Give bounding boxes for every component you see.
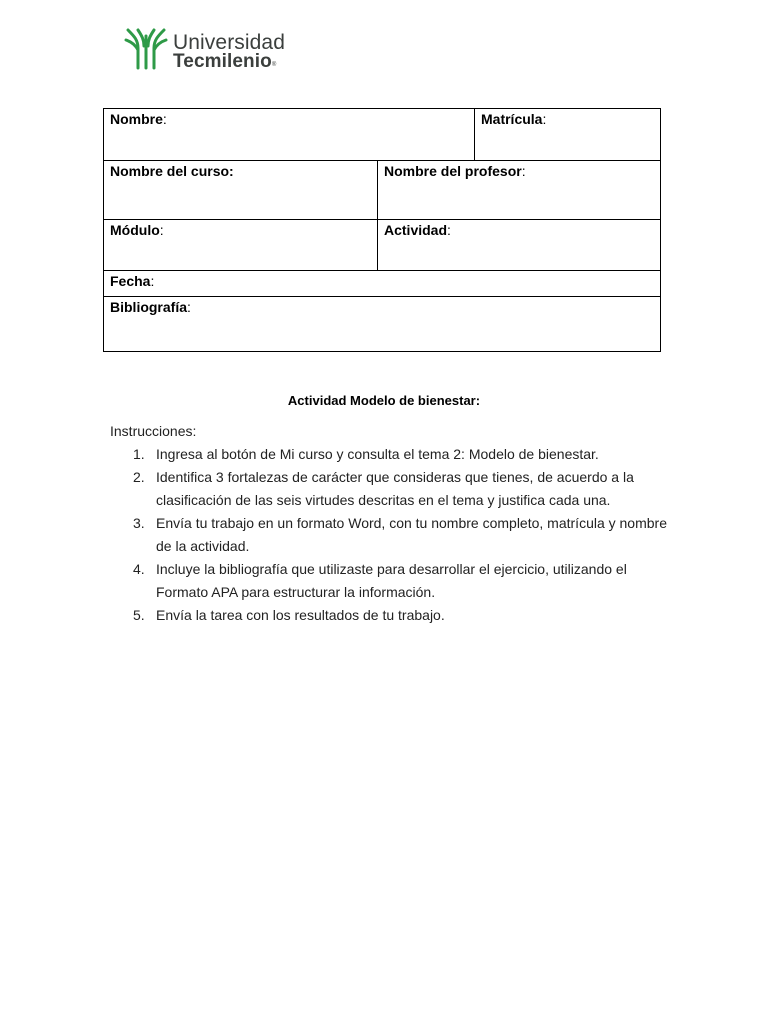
modulo-label: Módulo bbox=[110, 222, 160, 238]
step-text: Ingresa al botón de Mi curso y consulta el tema 2: Modelo de bienestar. bbox=[156, 446, 599, 462]
list-item bbox=[110, 466, 670, 512]
bibliografia-colon: : bbox=[187, 299, 191, 315]
step-number: 1. bbox=[133, 446, 145, 462]
step-number: 3. bbox=[133, 515, 145, 531]
actividad-field[interactable] bbox=[378, 220, 661, 270]
step-text: Identifica 3 fortalezas de carácter que consideras que tienes, de acuerdo a la clasificación de las seis virtudes descritas en el tema y justifica cada una. bbox=[156, 469, 634, 508]
matricula-label: Matrícula bbox=[481, 111, 543, 127]
actividad-label: Actividad bbox=[384, 222, 448, 238]
profesor-colon: : bbox=[521, 163, 526, 179]
bibliografia-label: Bibliografía bbox=[110, 299, 188, 315]
nombre-label: Nombre bbox=[110, 111, 163, 127]
bibliografia-field[interactable] bbox=[104, 297, 661, 351]
instructions-label: Instrucciones: bbox=[110, 423, 197, 439]
profesor-label: Nombre del profesor bbox=[384, 163, 522, 179]
logo-wordmark: Tecmilenio bbox=[173, 51, 272, 72]
matricula-colon: : bbox=[542, 111, 547, 127]
nombre-colon: : bbox=[162, 111, 167, 127]
fecha-colon: : bbox=[150, 273, 155, 289]
profesor-field[interactable] bbox=[378, 161, 661, 219]
nombre-field[interactable] bbox=[104, 109, 474, 160]
matricula-field[interactable] bbox=[475, 109, 661, 160]
step-number: 2. bbox=[133, 469, 145, 485]
modulo-colon: : bbox=[159, 222, 164, 238]
step-text: Incluye la bibliografía que utilizaste para desarrollar el ejercicio, utilizando el Formato APA para estructurar la información. bbox=[156, 561, 627, 600]
list-item bbox=[110, 604, 670, 627]
activity-title: Actividad Modelo de bienestar: bbox=[287, 393, 481, 408]
step-number: 5. bbox=[133, 607, 145, 623]
tecmilenio-leaf-logo-icon bbox=[124, 26, 168, 70]
list-item bbox=[110, 443, 670, 466]
step-number: 4. bbox=[133, 561, 145, 577]
logo-line-tecmilenio bbox=[173, 51, 276, 73]
fecha-field[interactable] bbox=[104, 271, 661, 296]
list-item bbox=[110, 558, 670, 604]
curso-field[interactable] bbox=[104, 161, 377, 219]
university-logo bbox=[124, 26, 294, 72]
modulo-field[interactable] bbox=[104, 220, 377, 270]
actividad-colon: : bbox=[447, 222, 451, 238]
fecha-label: Fecha bbox=[110, 273, 151, 289]
logo-line-universidad: Universidad bbox=[173, 31, 285, 54]
list-item bbox=[110, 512, 670, 558]
student-info-table bbox=[103, 108, 661, 352]
instruction-list bbox=[110, 443, 670, 627]
step-text: Envía tu trabajo en un formato Word, con tu nombre completo, matrícula y nombre de la actividad. bbox=[156, 515, 667, 554]
step-text: Envía la tarea con los resultados de tu trabajo. bbox=[156, 607, 445, 623]
registered-mark: ® bbox=[271, 62, 277, 68]
curso-label: Nombre del curso: bbox=[110, 163, 234, 179]
